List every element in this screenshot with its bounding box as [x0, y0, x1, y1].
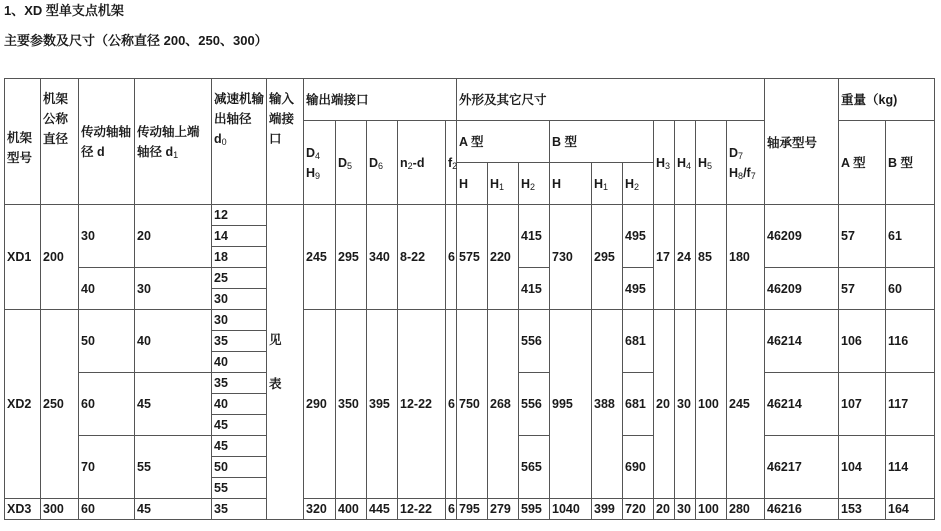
cell-a-h: 575	[457, 205, 488, 310]
cell-d5: 400	[336, 499, 367, 520]
table-row	[5, 310, 935, 331]
cell-d0: 40	[212, 352, 267, 373]
cell-d0: 45	[212, 415, 267, 436]
cell-b-h2: 720	[623, 499, 654, 520]
cell-a-h1: 279	[488, 499, 519, 520]
cell-b-h: 1040	[550, 499, 592, 520]
header-input-port: 输入端接口	[267, 79, 304, 205]
cell-d: 50	[79, 310, 135, 373]
cell-h5: 85	[696, 205, 727, 310]
cell-n2d: 12-22	[398, 310, 446, 499]
cell-b-h2: 495	[623, 268, 654, 310]
cell-model: XD2	[5, 310, 41, 499]
header-nominal-diameter: 机架公称直径	[41, 79, 79, 205]
cell-f2: 6	[446, 205, 457, 310]
cell-h3: 20	[654, 499, 675, 520]
cell-d5: 295	[336, 205, 367, 310]
cell-a-h2: 415	[519, 205, 550, 268]
header-dimensions: 外形及其它尺寸	[457, 79, 765, 121]
header-output-port: 输出端接口	[304, 79, 457, 121]
cell-model: XD1	[5, 205, 41, 310]
table-caption: 主要参数及尺寸（公称直径 200、250、300）	[4, 33, 268, 48]
table-row	[5, 205, 935, 226]
cell-d0: 45	[212, 436, 267, 457]
cell-a-h1: 220	[488, 205, 519, 310]
cell-weight-a: 106	[839, 310, 886, 373]
cell-b-h1: 388	[592, 310, 623, 499]
cell-a-h: 750	[457, 310, 488, 499]
header-weight-b: B 型	[886, 121, 935, 205]
cell-d: 40	[79, 268, 135, 310]
cell-d6: 445	[367, 499, 398, 520]
header-d6: $D_6$	[367, 121, 398, 205]
cell-d1: 30	[135, 268, 212, 310]
cell-bearing: 46209	[765, 205, 839, 268]
cell-d0: 55	[212, 478, 267, 499]
header-a-h: H	[457, 163, 488, 205]
header-h4: $H_4$	[675, 121, 696, 205]
cell-d6: 395	[367, 310, 398, 499]
cell-d0: 35	[212, 331, 267, 352]
cell-weight-b: 116	[886, 310, 935, 373]
cell-see-table	[267, 205, 304, 520]
cell-f2: 6	[446, 499, 457, 520]
cell-d4: 245	[304, 205, 336, 310]
header-n2d: $n_2-d$	[398, 121, 446, 205]
cell-dia: 300	[41, 499, 79, 520]
cell-d0: 25	[212, 268, 267, 289]
cell-weight-b: 117	[886, 373, 935, 436]
cell-b-h: 730	[550, 205, 592, 310]
cell-h3: 17	[654, 205, 675, 310]
header-bearing: 轴承型号	[765, 79, 839, 205]
header-h5: $H_5$	[696, 121, 727, 205]
cell-d: 60	[79, 499, 135, 520]
cell-a-h2: 556	[519, 310, 550, 373]
cell-n2d: 12-22	[398, 499, 446, 520]
header-a-h2: $H_2$	[519, 163, 550, 205]
header-b-h: H	[550, 163, 592, 205]
see-table-text: 见表	[269, 333, 282, 391]
cell-bearing: 46214	[765, 373, 839, 436]
cell-b-h2: 681	[623, 310, 654, 373]
cell-h4: 24	[675, 205, 696, 310]
header-h3: $H_3$	[654, 121, 675, 205]
cell-bearing: 46214	[765, 310, 839, 373]
cell-d1: 45	[135, 499, 212, 520]
header-reducer-output: 减速机输出轴径 $d_0$	[212, 79, 267, 205]
header-drive-upper-text: 传动轴上端轴径 d	[137, 124, 200, 159]
cell-d0: 40	[212, 394, 267, 415]
cell-d: 60	[79, 373, 135, 436]
cell-h4: 30	[675, 499, 696, 520]
cell-b-h: 995	[550, 310, 592, 499]
cell-d1: 40	[135, 310, 212, 373]
header-type-b: B 型	[550, 121, 654, 163]
cell-d6: 340	[367, 205, 398, 310]
cell-bearing: 46216	[765, 499, 839, 520]
cell-f2: 6	[446, 310, 457, 499]
cell-a-h2: 565	[519, 436, 550, 499]
cell-weight-b: 60	[886, 268, 935, 310]
cell-dia: 250	[41, 310, 79, 499]
header-b-h1: $H_1$	[592, 163, 623, 205]
cell-model: XD3	[5, 499, 41, 520]
cell-weight-b: 114	[886, 436, 935, 499]
header-weight: 重量（kg)	[839, 79, 935, 121]
cell-d1: 45	[135, 373, 212, 436]
cell-weight-a: 57	[839, 268, 886, 310]
cell-weight-a: 153	[839, 499, 886, 520]
header-weight-a: A 型	[839, 121, 886, 205]
cell-h5: 100	[696, 499, 727, 520]
cell-d0: 18	[212, 247, 267, 268]
cell-d0: 30	[212, 310, 267, 331]
header-frame-model: 机架型号	[5, 79, 41, 205]
table-row	[5, 499, 935, 520]
cell-weight-a: 57	[839, 205, 886, 268]
cell-b-h2: 495	[623, 205, 654, 268]
header-drive-shaft-upper: 传动轴上端轴径 $d_1$	[135, 79, 212, 205]
cell-d: 70	[79, 436, 135, 499]
cell-d0: 12	[212, 205, 267, 226]
cell-bearing: 46217	[765, 436, 839, 499]
header-d7: $D_7$ $H_8/f_7$	[727, 121, 765, 205]
cell-d0: 30	[212, 289, 267, 310]
header-type-a: A 型	[457, 121, 550, 163]
cell-d0: 14	[212, 226, 267, 247]
cell-d: 30	[79, 205, 135, 268]
cell-d5: 350	[336, 310, 367, 499]
cell-bearing: 46209	[765, 268, 839, 310]
header-d4h9: $D_4$ $H_9$	[304, 121, 336, 205]
cell-d7: 280	[727, 499, 765, 520]
cell-b-h1: 295	[592, 205, 623, 310]
cell-a-h2: 415	[519, 268, 550, 310]
header-d5: $D_5$	[336, 121, 367, 205]
cell-h3: 20	[654, 310, 675, 499]
cell-d0: 35	[212, 499, 267, 520]
header-a-h1: $H_1$	[488, 163, 519, 205]
header-drive-shaft: 传动轴轴径 d	[79, 79, 135, 205]
header-row-1	[5, 79, 935, 121]
cell-d0: 35	[212, 373, 267, 394]
cell-weight-b: 61	[886, 205, 935, 268]
cell-d7: 245	[727, 310, 765, 499]
cell-d1: 20	[135, 205, 212, 268]
cell-a-h2: 595	[519, 499, 550, 520]
cell-d4: 290	[304, 310, 336, 499]
cell-a-h2: 556	[519, 373, 550, 436]
cell-b-h1: 399	[592, 499, 623, 520]
section-heading: 1、XD 型单支点机架	[4, 3, 124, 18]
cell-dia: 200	[41, 205, 79, 310]
cell-d4: 320	[304, 499, 336, 520]
cell-weight-a: 107	[839, 373, 886, 436]
cell-b-h2: 690	[623, 436, 654, 499]
cell-d0: 50	[212, 457, 267, 478]
header-b-h2: $H_2$	[623, 163, 654, 205]
cell-d7: 180	[727, 205, 765, 310]
cell-a-h: 795	[457, 499, 488, 520]
cell-h4: 30	[675, 310, 696, 499]
cell-b-h2: 681	[623, 373, 654, 436]
cell-a-h1: 268	[488, 310, 519, 499]
cell-weight-b: 164	[886, 499, 935, 520]
spec-table	[4, 78, 935, 520]
cell-weight-a: 104	[839, 436, 886, 499]
header-f2: $f_2$	[446, 121, 457, 205]
cell-h5: 100	[696, 310, 727, 499]
cell-d1: 55	[135, 436, 212, 499]
cell-n2d: 8-22	[398, 205, 446, 310]
